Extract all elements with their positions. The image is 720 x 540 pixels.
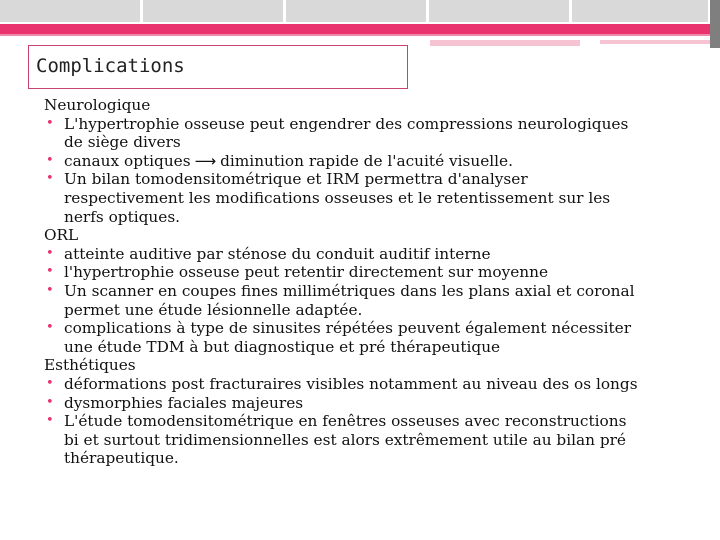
- top-tile-3: [286, 0, 426, 22]
- section-heading-esthetiques: Esthétiques: [44, 356, 136, 375]
- bullet-list-neurologique: [44, 115, 644, 227]
- side-accent: [710, 0, 720, 48]
- list-item-text: canaux optiques: [64, 151, 191, 170]
- long-arrow-right-icon: ⟶: [194, 151, 217, 170]
- list-item: [44, 152, 644, 171]
- header-accent-2: [600, 40, 712, 44]
- bullet-list-esthetiques: [44, 375, 644, 468]
- list-item: • complications à type de sinusites répétées peuvent également nécessiter une étude TDM à but diagnostique et pré thérapeutique: [44, 319, 644, 356]
- list-item-text: diminution rapide de l'acuité visuelle.: [220, 151, 513, 170]
- list-item: • Un bilan tomodensitométrique et IRM permettra d'analyser respectivement les modifications osseuses et le retentissement sur les nerfs optiques.: [44, 170, 644, 226]
- top-tile-5: [572, 0, 708, 22]
- top-tile-4: [429, 0, 569, 22]
- header-band-line: [0, 34, 712, 36]
- top-tile-1: [0, 0, 140, 22]
- bullet-list-orl: [44, 245, 644, 357]
- header-accent-1: [430, 40, 580, 46]
- list-item: • L'hypertrophie osseuse peut engendrer des compressions neurologiques de siège divers: [44, 115, 644, 152]
- slide-body: [44, 96, 644, 468]
- list-item: • atteinte auditive par sténose du conduit auditif interne: [44, 245, 644, 264]
- section-heading-orl: ORL: [44, 226, 79, 245]
- list-item: • déformations post fracturaires visibles notamment au niveau des os longs: [44, 375, 644, 394]
- list-item: • l'hypertrophie osseuse peut retentir directement sur moyenne: [44, 263, 644, 282]
- section-heading-neurologique: Neurologique: [44, 96, 151, 114]
- slide-title: Complications: [28, 45, 408, 89]
- header-band: [0, 24, 712, 34]
- list-item: • L'étude tomodensitométrique en fenêtres osseuses avec reconstructions bi et surtout tridimensionnelles est alors extrêmement utile au bilan pré thérapeutique.: [44, 412, 644, 468]
- list-item: • Un scanner en coupes fines millimétriques dans les plans axial et coronal permet une étude lésionnelle adaptée.: [44, 282, 644, 319]
- list-item: • dysmorphies faciales majeures: [44, 394, 644, 413]
- top-tile-2: [143, 0, 283, 22]
